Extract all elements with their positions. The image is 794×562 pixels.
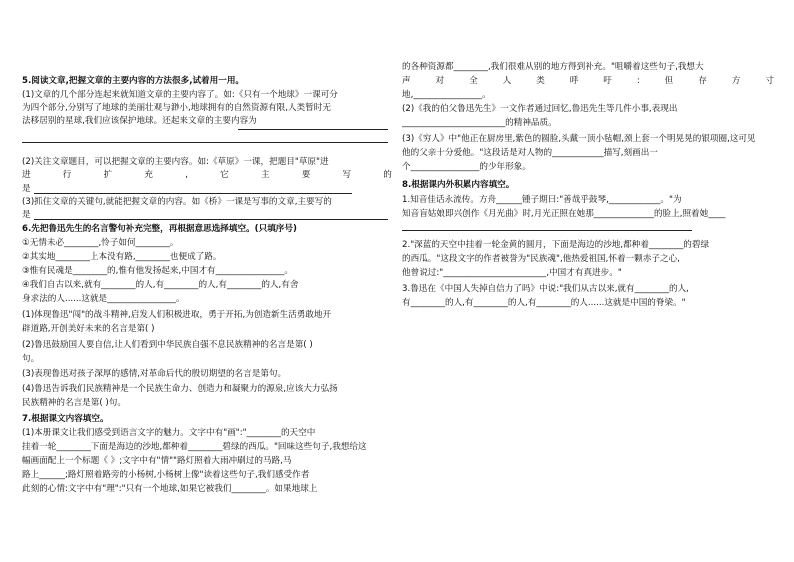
q7-line2: 挂着一轮________下面是海边的沙地,都种着________碧绿的西瓜。"回味这些句子,我想给这 [22, 442, 367, 452]
question-6-title: 6.先把鲁迅先生的名言警句补充完整，再根据意思选择填空。(只填序号) [22, 224, 297, 234]
char: 它 [220, 170, 229, 180]
char: 进 [22, 170, 31, 180]
q6-sub3: (3)表现鲁迅对孩子深厚的感情,对革命后代的殷切期望的名言是第句。 [22, 369, 287, 379]
q8-item2-line3: 他曾说过:"________________________,中国才有真进步。" [402, 268, 622, 278]
q6-quote-1: ①无情未必________,怜子如何________。 [22, 238, 179, 248]
char: 类 [536, 76, 545, 86]
answer-blank[interactable] [238, 129, 388, 130]
q7-sub2-line1: (2)《我的伯父鲁迅先生》一文作者通过回忆,鲁迅先生等几件小事,表现出 [402, 104, 678, 114]
answer-blank[interactable] [34, 219, 388, 220]
q7-sub3-line3: 个________________的少年形象。 [402, 162, 531, 172]
q6-quote-2: ②其实地________上本没有路,________也便成了路。 [22, 252, 222, 262]
q7-line1: (1)本册课文让我们感受到语言文字的魅力。文字中有"画":"________的天空中 [22, 428, 316, 438]
q7-cont-line1: 的各种资源都________,我们很难从别的地方得到补充。"咀嚼着这些句子,我想大 [402, 62, 704, 72]
char: 方 [731, 76, 741, 86]
q7-sub2-line2: ________________________的精神品质。 [402, 118, 557, 128]
q6-sub4-line1: (4)鲁迅告诉我们民族精神是一个民族生命力、创造力和凝聚力的源泉,应该大力弘扬 [22, 384, 338, 394]
q5-part1-line1: (1)文章的几个部分连起来就知道文章的主要内容了。如:《只有一个地球》一课可分 [22, 90, 338, 100]
char: 人 [502, 76, 512, 86]
q8-item1-line2: 知音盲姑娘即兴创作《月光曲》时,月光正照在她那______________的脸上,照着她____ [402, 209, 726, 219]
q6-quote-4-line1: ④我们自古以来,就有________的人,有________的人,有________的人,有舍 [22, 280, 299, 290]
answer-blank[interactable] [34, 193, 352, 194]
q7-sub3-line2: 他的父亲十分爱他。"这段话是对人物的____________描写,刻画出一 [402, 148, 658, 158]
q6-sub1-line2: 辟道路,开创美好未来的名言是第( ) [22, 324, 155, 334]
q5-part2-line2 [22, 170, 392, 181]
q5-part1-line3: 法移居别的星球,我们应该保护地球。还起来文章的主要内容为 [22, 116, 257, 126]
q8-item1-line1: 1.知音佳话永流传。方舟______锺子期曰:"善哉乎鼓琴,____________。"为 [402, 195, 682, 205]
char: 吁 [603, 76, 612, 86]
q7-cont-line2 [402, 76, 774, 87]
q6-quote-3: ③惟有民魂是________的,惟有他发扬起来,中国才有________________。 [22, 266, 293, 276]
question-5-title: 5.阅读文章,把握文章的主要内容的方法很多,试着用一用。 [22, 76, 245, 86]
q7-cont-line3: 地,________________。 [402, 90, 491, 100]
char: 声 [402, 76, 411, 86]
q7-line3: 幅画面配上一个标题《 》;文字中有"情""路灯照着大雨冲刷过的马路,马 [22, 456, 292, 466]
char: 全 [469, 76, 478, 86]
q6-quote-4-line2: 身求法的人......这就是________________。 [22, 294, 185, 304]
q6-sub4-line2: 民族精神的名言是第( )句。 [22, 398, 126, 408]
char: 行 [62, 170, 72, 180]
char: 充 [144, 170, 153, 180]
q8-item3-line1: 3.鲁迅在《中国人失掉自信力了吗》中说:"我们从古以来,就有________的人, [402, 284, 689, 294]
q5-part3-line2: 是 [22, 210, 31, 220]
answer-blank[interactable] [402, 230, 692, 231]
char: 呼 [569, 76, 579, 86]
char: , [185, 170, 188, 180]
char: 但 [664, 76, 674, 86]
char: 对 [435, 76, 445, 86]
char: 要 [301, 170, 311, 180]
q6-sub2-line1: (2)鲁迅鼓励国人要自信,让人们看到中华民族自强不息民族精神的名言是第( ) [22, 340, 313, 350]
char: 存 [698, 76, 707, 86]
q7-sub3-line1: (3)《穷人》中"他正在厨房里,紫色的圆脸,头戴一顶小毡帽,颈上套一个明晃晃的银项圈,这可见 [402, 134, 756, 144]
question-7-title: 7.根据课文内容填空。 [22, 414, 109, 424]
q5-part1-line2: 为四个部分,分别写了地球的美丽壮观与渺小,地球拥有的自然资源有限,人类暂时无 [22, 103, 331, 113]
char: 主 [260, 170, 270, 180]
q6-sub1-line1: (1)体现鲁迅"闯"的战斗精神,启发人们积极进取，勇于开拓,为创造新生活勇敢地开 [22, 310, 332, 320]
char: 写 [342, 170, 352, 180]
q6-sub2-line2: 句。 [22, 354, 40, 364]
q8-item3-line2: 有________的人,有________的人,有________的人......这就是中国的脊梁。" [402, 298, 686, 308]
question-8-title: 8.根据课内外积累内容填空。 [402, 180, 515, 190]
char: 的 [383, 170, 392, 180]
char: : [636, 76, 640, 86]
answer-blank[interactable] [22, 142, 388, 143]
q7-line5: 此刻的心情:文字中有"理":"只有一个地球,如果它被我们________。如果地球上 [22, 484, 318, 494]
char: 扩 [103, 170, 113, 180]
q7-line4: 路上______;路灯照着路旁的小杨树,小杨树上像"读着这些句子,我们感受作者 [22, 470, 310, 480]
q8-item2-line1: 2."深蓝的天空中挂着一轮金黄的圆月，下面是海边的沙地,都种着________的碧绿 [402, 240, 710, 250]
q5-part3-line1: (3)抓住文章的关键句,就能把握文章的内容。如《桥》一课是写事的文章,主要写的 [22, 197, 332, 207]
q8-item2-line2: 的西瓜。"这段文字的作者被誉为"民族魂",他热爱祖国,怀着一颗赤子之心, [402, 254, 680, 264]
q5-part2-line1: (2)关注文章题目，可以把握文章的主要内容。如:《草原》一课，把题目"草原"进 [22, 157, 329, 167]
char: 寸 [765, 76, 774, 86]
q5-part2-line3: 是 [22, 184, 31, 194]
